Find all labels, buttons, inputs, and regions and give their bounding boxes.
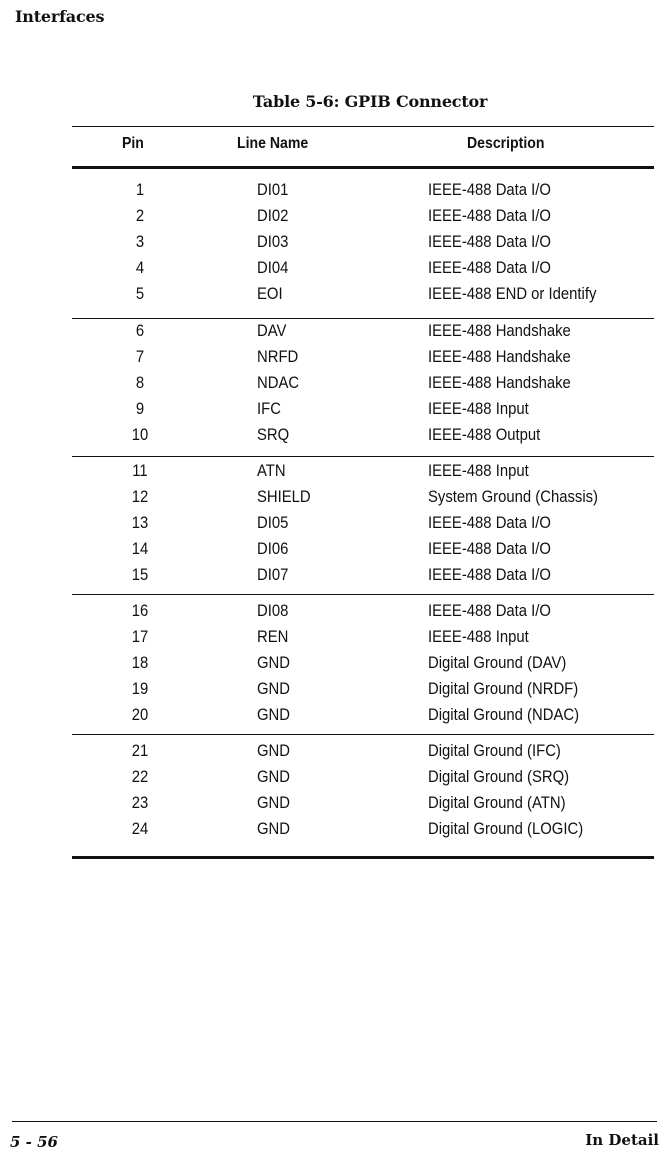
page-number: 5 - 56 [10, 1133, 58, 1151]
pin-cell: 20 [131, 706, 149, 724]
pin-cell: 14 [131, 540, 149, 558]
pin-cell: 4 [135, 259, 145, 277]
line-name-cell: GND [257, 742, 291, 760]
description-cell: IEEE-488 Data I/O [428, 259, 551, 277]
footer-rule [12, 1121, 657, 1122]
description-cell: Digital Ground (SRQ) [428, 768, 570, 786]
description-cell: Digital Ground (ATN) [428, 794, 566, 812]
line-name-cell: REN [257, 628, 289, 646]
pin-cell: 24 [131, 820, 149, 838]
description-cell: IEEE-488 Data I/O [428, 207, 551, 225]
table-title: Table 5-6: GPIB Connector [252, 92, 488, 111]
pin-cell: 6 [135, 322, 145, 340]
running-head: Interfaces [15, 7, 105, 26]
line-name-cell: GND [257, 820, 291, 838]
description-cell: System Ground (Chassis) [428, 488, 599, 506]
description-cell: IEEE-488 END or Identify [428, 285, 597, 303]
description-cell: IEEE-488 Handshake [428, 322, 571, 340]
line-name-cell: IFC [257, 400, 281, 418]
pin-cell: 15 [131, 566, 149, 584]
line-name-cell: GND [257, 706, 291, 724]
group-divider-rule [72, 734, 654, 735]
group-divider-rule [72, 318, 654, 319]
line-name-cell: DI01 [257, 181, 289, 199]
description-cell: IEEE-488 Data I/O [428, 540, 551, 558]
line-name-cell: GND [257, 680, 291, 698]
description-cell: Digital Ground (NRDF) [428, 680, 579, 698]
description-cell: IEEE-488 Data I/O [428, 602, 551, 620]
column-header-pin: Pin [122, 135, 144, 152]
pin-cell: 7 [135, 348, 145, 366]
description-cell: IEEE-488 Data I/O [428, 566, 551, 584]
line-name-cell: DI05 [257, 514, 289, 532]
line-name-cell: EOI [257, 285, 283, 303]
description-cell: IEEE-488 Input [428, 400, 529, 418]
description-cell: IEEE-488 Data I/O [428, 181, 551, 199]
pin-cell: 2 [135, 207, 145, 225]
line-name-cell: DI02 [257, 207, 289, 225]
table-top-rule [72, 126, 654, 127]
line-name-cell: GND [257, 794, 291, 812]
line-name-cell: DI08 [257, 602, 289, 620]
column-header-line-name: Line Name [237, 135, 309, 152]
description-cell: Digital Ground (NDAC) [428, 706, 580, 724]
line-name-cell: DI06 [257, 540, 289, 558]
line-name-cell: NRFD [257, 348, 299, 366]
pin-cell: 9 [135, 400, 145, 418]
pin-cell: 21 [131, 742, 149, 760]
line-name-cell: DAV [257, 322, 287, 340]
line-name-cell: GND [257, 768, 291, 786]
group-divider-rule [72, 456, 654, 457]
line-name-cell: DI03 [257, 233, 289, 251]
line-name-cell: SHIELD [257, 488, 311, 506]
pin-cell: 1 [135, 181, 145, 199]
pin-cell: 22 [131, 768, 149, 786]
description-cell: IEEE-488 Data I/O [428, 233, 551, 251]
pin-cell: 13 [131, 514, 149, 532]
description-cell: IEEE-488 Output [428, 426, 541, 444]
pin-cell: 10 [131, 426, 149, 444]
pin-cell: 18 [131, 654, 149, 672]
pin-cell: 8 [135, 374, 145, 392]
description-cell: Digital Ground (DAV) [428, 654, 567, 672]
line-name-cell: NDAC [257, 374, 300, 392]
line-name-cell: DI04 [257, 259, 289, 277]
pin-cell: 23 [131, 794, 149, 812]
section-name: In Detail [585, 1131, 659, 1149]
column-header-description: Description [467, 135, 545, 152]
line-name-cell: DI07 [257, 566, 289, 584]
table-bottom-rule [72, 856, 654, 859]
line-name-cell: SRQ [257, 426, 290, 444]
line-name-cell: ATN [257, 462, 286, 480]
description-cell: Digital Ground (LOGIC) [428, 820, 584, 838]
description-cell: IEEE-488 Handshake [428, 374, 571, 392]
pin-cell: 12 [131, 488, 149, 506]
pin-cell: 11 [132, 462, 148, 480]
description-cell: IEEE-488 Handshake [428, 348, 571, 366]
header-bottom-rule [72, 166, 654, 169]
description-cell: Digital Ground (IFC) [428, 742, 561, 760]
pin-cell: 5 [135, 285, 145, 303]
group-divider-rule [72, 594, 654, 595]
pin-cell: 19 [131, 680, 149, 698]
pin-cell: 16 [131, 602, 149, 620]
pin-cell: 17 [131, 628, 149, 646]
pin-cell: 3 [135, 233, 145, 251]
line-name-cell: GND [257, 654, 291, 672]
description-cell: IEEE-488 Input [428, 628, 529, 646]
description-cell: IEEE-488 Input [428, 462, 529, 480]
description-cell: IEEE-488 Data I/O [428, 514, 551, 532]
